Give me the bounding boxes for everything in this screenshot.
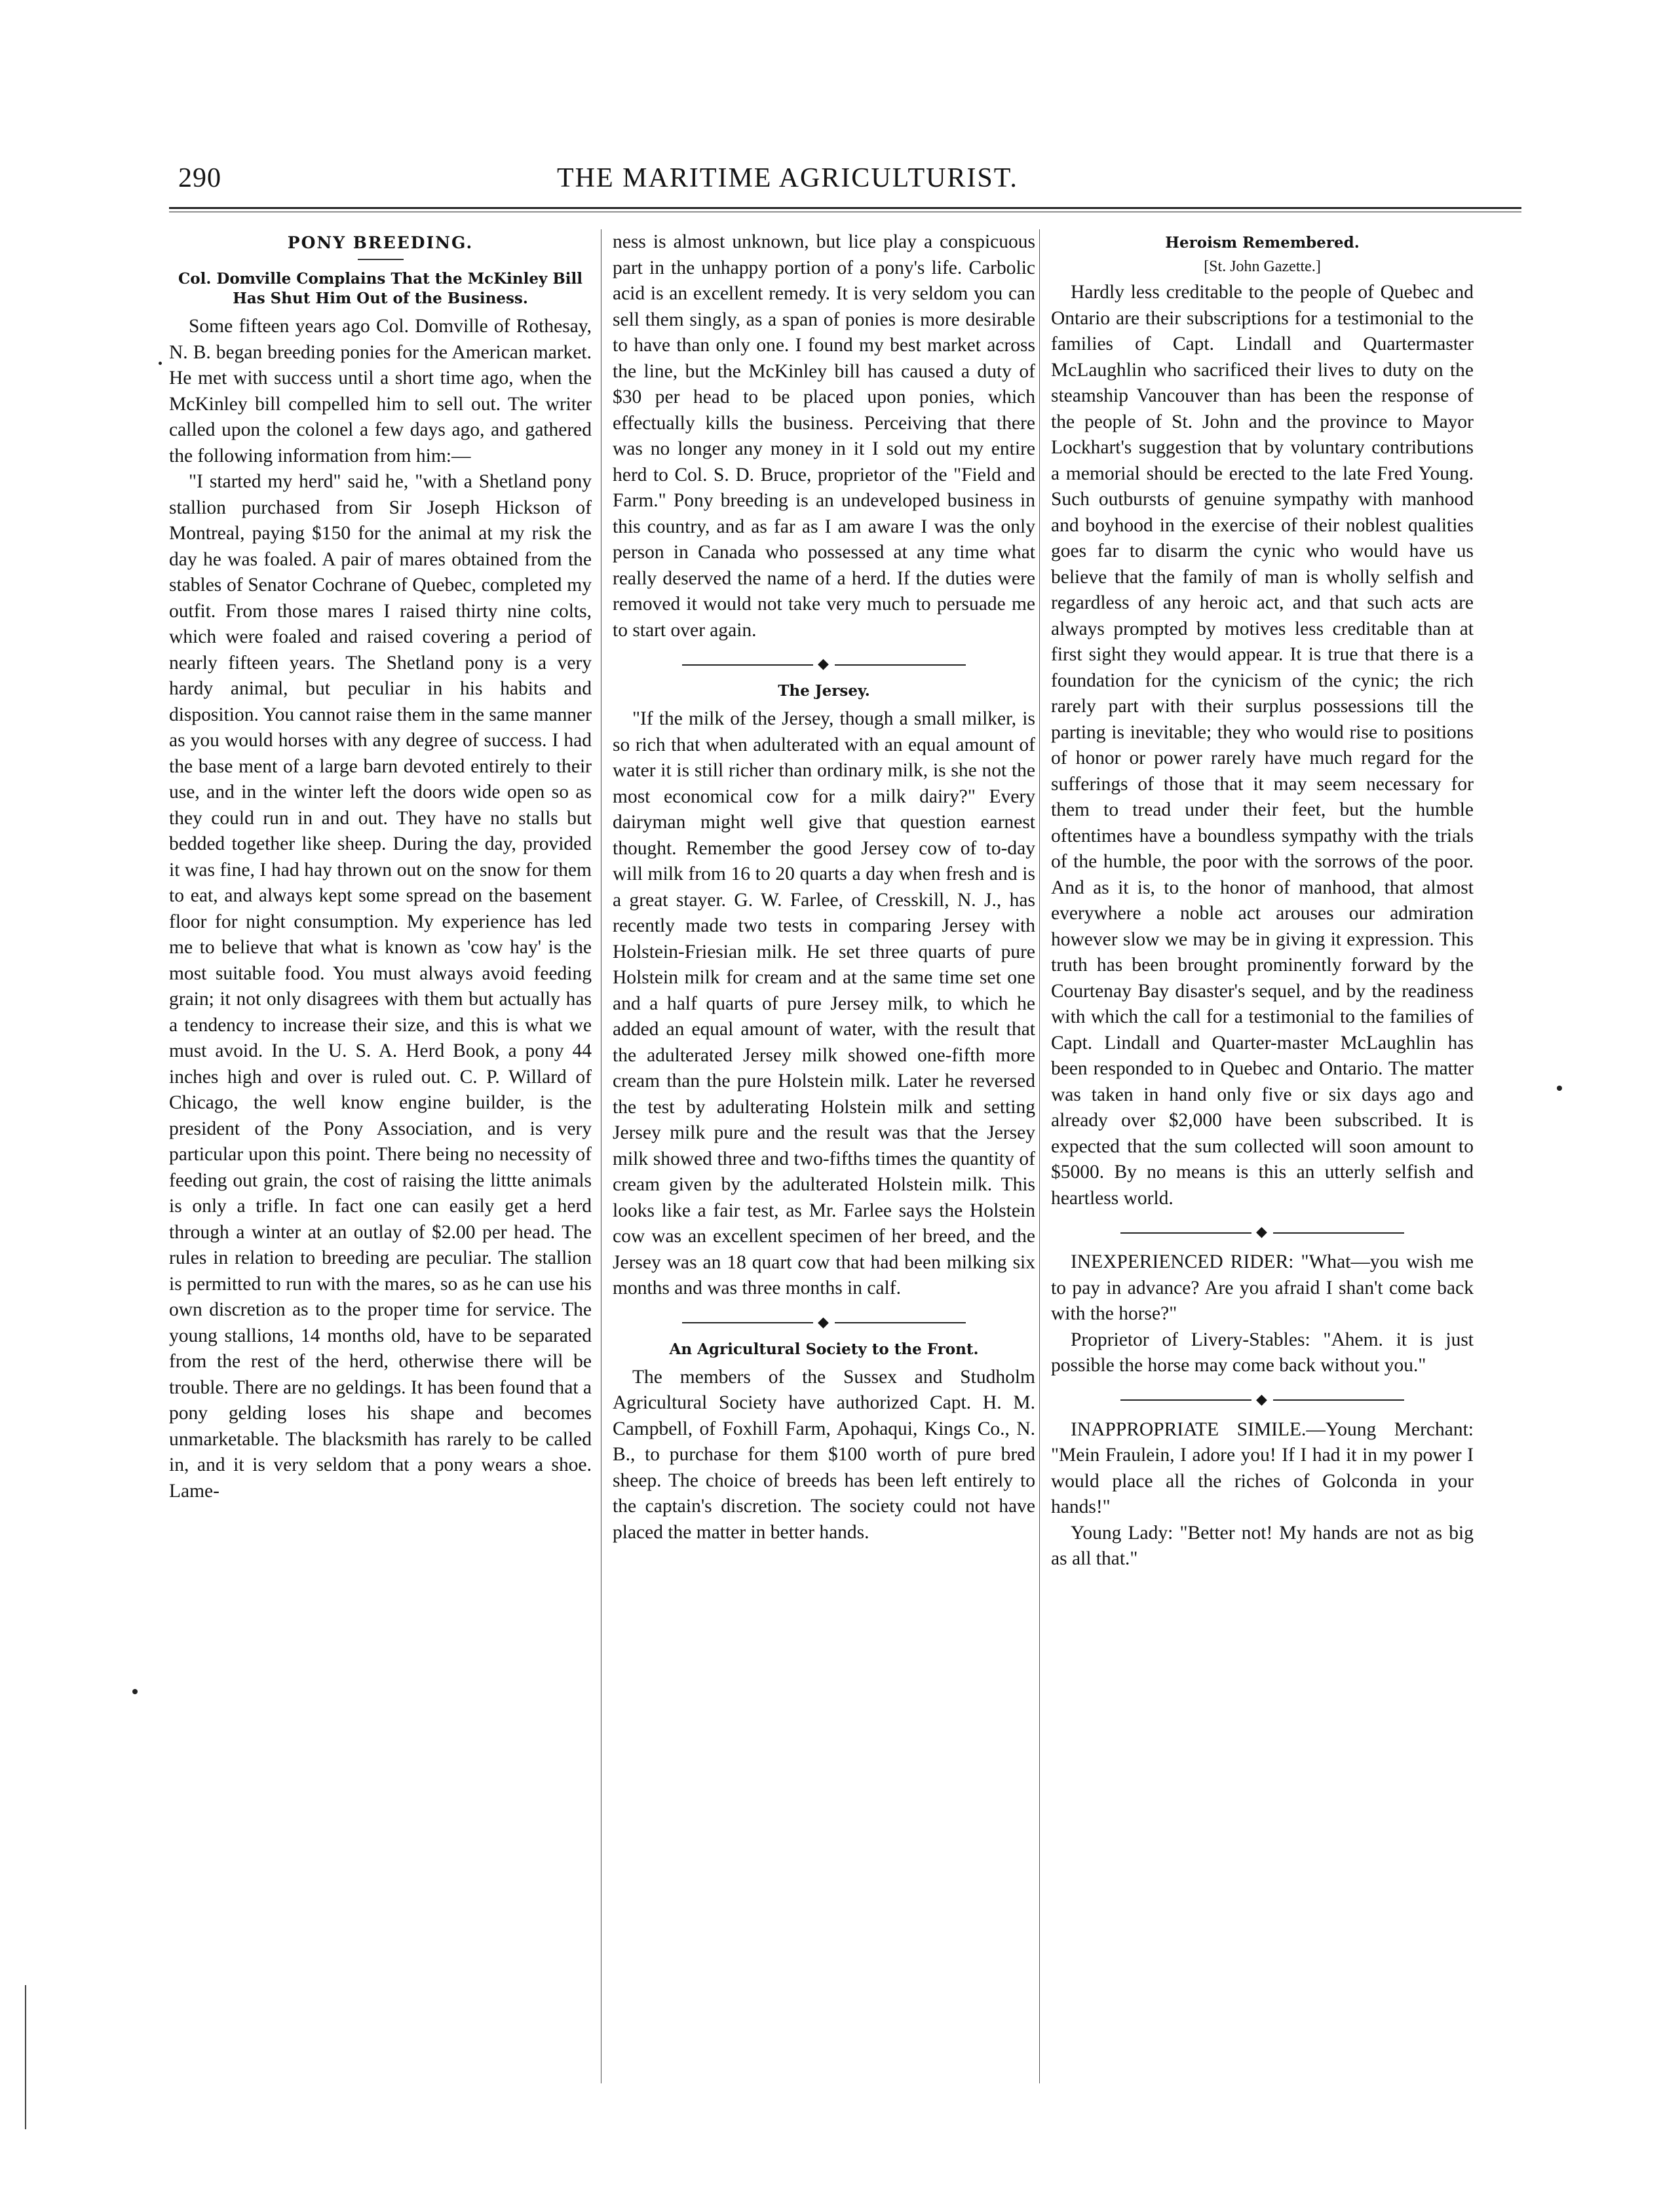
running-title: THE MARITIME AGRICULTURIST. [557,163,1018,193]
column-2 [613,229,1035,2083]
margin-mark [25,1985,26,2129]
section-divider: ◆ [613,655,1035,672]
paragraph: The members of the Sussex and Studholm Agricultural Society have authorized Capt. H. M. Campbell, of Foxhill Farm, Apohaqui, Kings Co., N. B., to purchase for them $100 worth of pure bred sheep. The choice of breeds has been left entirely to the captain's discretion. The society could not have placed the matter in better hands. [613,1366,1035,1543]
paragraph: "If the milk of the Jersey, though a small milker, is so rich that when adulterated with an equal amount of water it is still richer than ordinary milk, is she not the most economical cow for a milk dairy?" Every dairyman might well give that question earnest thought. Remember the good Jersey cow of to-day will milk from 16 to 20 quarts a day when fresh and is a great stayer. G. W. Farlee, of Cresskill, N. J., has recently made two tests in comparing Jersey with Holstein-Friesian milk. He set three quarts of pure Holstein milk for cream and at the same time set one and a half quarts of pure Jersey milk, to which he added an equal amount of water, with the result that the adulterated Jersey milk showed one-fifth more cream than the pure Holstein milk. Later he reversed the test by adulterating Holstein milk and setting Jersey milk pure and the result was that the Jersey milk showed three and two-fifths times the quantity of cream given by the adulterated Holstein milk. This looks like a fair test, as Mr. Farlee says the Holstein cow was an excellent specimen of her breed, and the Jersey was an 18 quart cow that had been milking six months and was three months in calf. [613,708,1035,1299]
page-number: 290 [178,163,221,193]
paragraph: INAPPROPRIATE SIMILE.—Young Merchant: "Mein Fraulein, I adore you! If I had it in my power I would place all the riches of Golconda in your hands!" [1051,1418,1474,1517]
section-divider: ◆ [1051,1223,1474,1240]
paragraph: "I started my herd" said he, "with a Shetland pony stallion purchased from Sir Joseph Hickson of Montreal, paying $150 for the animal at my risk the day he was foaled. A pair of mares obtained from the stables of Senator Cochrane of Quebec, completed my outfit. From those mares I raised thirty nine colts, which were foaled and raised covering a period of nearly fifteen years. The Shetland pony is a very hardy animal, but peculiar in his habits and disposition. You cannot raise them in the same manner as you would horses with any degree of success. I had the base ment of a large barn devoted entirely to their use, and in the winter left the doors wide open so as they could run in and out. They have no stalls but bedded together like sheep. During the day, provided it was fine, I had hay thrown out on the snow for them to eat, and always kept some spread on the basement floor for night consumption. My experience has led me to believe that what is known as 'cow hay' is the most suitable food. You must always avoid feeding grain; it not only disagrees with them but actually has a tendency to increase their size, and this is what we must avoid. In the U. S. A. Herd Book, a pony 44 inches high and over is ruled out. C. P. Willard of Chicago, the well know engine builder, is the president of the Pony Association, and is very particular upon this point. There being no necessity of feeding out grain, the cost of raising the littte animals is only a trifle. In fact one can easily get a herd through a winter at an outlay of $2.00 per head. The rules in relation to breeding are peculiar. The stallion is permitted to run with the mares, so as he can use his own discretion as to the proper time for service. The young stallions, 14 months old, have to be separated from the rest of the herd, otherwise there will be trouble. There are no geldings. It has been found that a pony gelding loses his shape and becomes unmarketable. The blacksmith has rarely to be called in, and it is very seldom that a pony wears a shoe. Lame- [169,471,592,1502]
column-3 [1051,229,1474,2083]
paragraph: Proprietor of Livery-Stables: "Ahem. it is just possible the horse may come back without you." [1051,1329,1474,1376]
article-title: An Agricultural Society to the Front. [669,1340,979,1358]
ink-speck [132,1689,138,1694]
article-subtitle: Col. Domville Complains That the McKinley Bill Has Shut Him Out of the Business. [178,270,583,307]
paragraph: ness is almost unknown, but lice play a conspicuous part in the unhappy portion of a pony's life. Carbolic acid is an excellent remedy. It is very seldom you can sell them singly, as a span of ponies is more desirable to have than only one. I found my best market across the line, but the McKinley bill has caused a duty of $30 per head to be placed upon ponies, which effectually kills the business. Perceiving that there was no longer any money in it I sold out my entire herd to Col. S. D. Bruce, proprietor of the "Field and Farm." Pony breeding is an undeveloped business in this country, and as far as I am aware I was the only person in Canada who possessed at any time what really deserved the name of a herd. If the duties were removed it would not take very much to persuade me to start over again. [613,231,1035,641]
header-rule [169,207,1521,209]
paragraph: Young Lady: "Better not! My hands are not as big as all that." [1051,1522,1474,1569]
ink-speck [1557,1086,1562,1091]
paragraph: Hardly less creditable to the people of Quebec and Ontario are their subscriptions for a testimonial to the families of Capt. Lindall and Quartermaster McLaughlin who sacrificed their lives to duty on the steamship Vancouver than has been the response of the people of St. John and the province to Mayor Lockhart's suggestion that by voluntary contributions a memorial should be erected to the late Fred Young. Such outbursts of genuine sympathy with manhood and boyhood in the exercise of their noblest qualities goes far to disarm the cynic who would have us believe that the family of man is wholly selfish and regardless of any heroic act, and that such acts are always prompted by motives less creditable than at first sight they would appear. It is true that there is a foundation for the cynicism of the cynic; the rich rarely part with their surplus possessions till the parting is inevitable; they who would rise to positions of honor or power rarely have much regard for the sufferings of those that it may seem necessary for them to tread under their feet, but the humble oftentimes have a boundless sympathy with the trials of the humble, the poor with the sorrows of the poor. And as it is, to the honor of manhood, that almost everywhere a noble act arouses our admiration however slow we may be in giving it expression. This truth has been brought prominently forward by the Courtenay Bay disaster's sequel, and by the readiness with which the call for a testimonial to the families of Capt. Lindall and Quarter-master McLaughlin has been responded to in Quebec and Ontario. The matter was taken in hand only five or six days ago and already over $2,000 have been subscribed. It is expected that the sum collected will soon amount to $5000. By no means is this an utterly selfish and heartless world. [1051,282,1474,1209]
column-separator [1039,229,1040,2083]
title-rule [358,259,404,260]
section-divider: ◆ [1051,1391,1474,1408]
section-divider: ◆ [613,1314,1035,1331]
article-source: [St. John Gazette.] [1204,258,1321,275]
paragraph: INEXPERIENCED RIDER: "What—you wish me to pay in advance? Are you afraid I shan't come back with the horse?" [1051,1251,1474,1324]
article-title: Heroism Remembered. [1165,234,1360,252]
paragraph: Some fifteen years ago Col. Domville of Rothesay, N. B. began breeding ponies for the American market. He met with success until a short time ago, when the McKinley bill compelled him to sell out. The writer called upon the colonel a few days ago, and gathered the following information from him:— [169,316,592,466]
column-1 [169,229,592,2083]
article-title: The Jersey. [778,682,870,700]
article-title: PONY BREEDING. [287,233,474,252]
ink-speck [159,362,162,365]
